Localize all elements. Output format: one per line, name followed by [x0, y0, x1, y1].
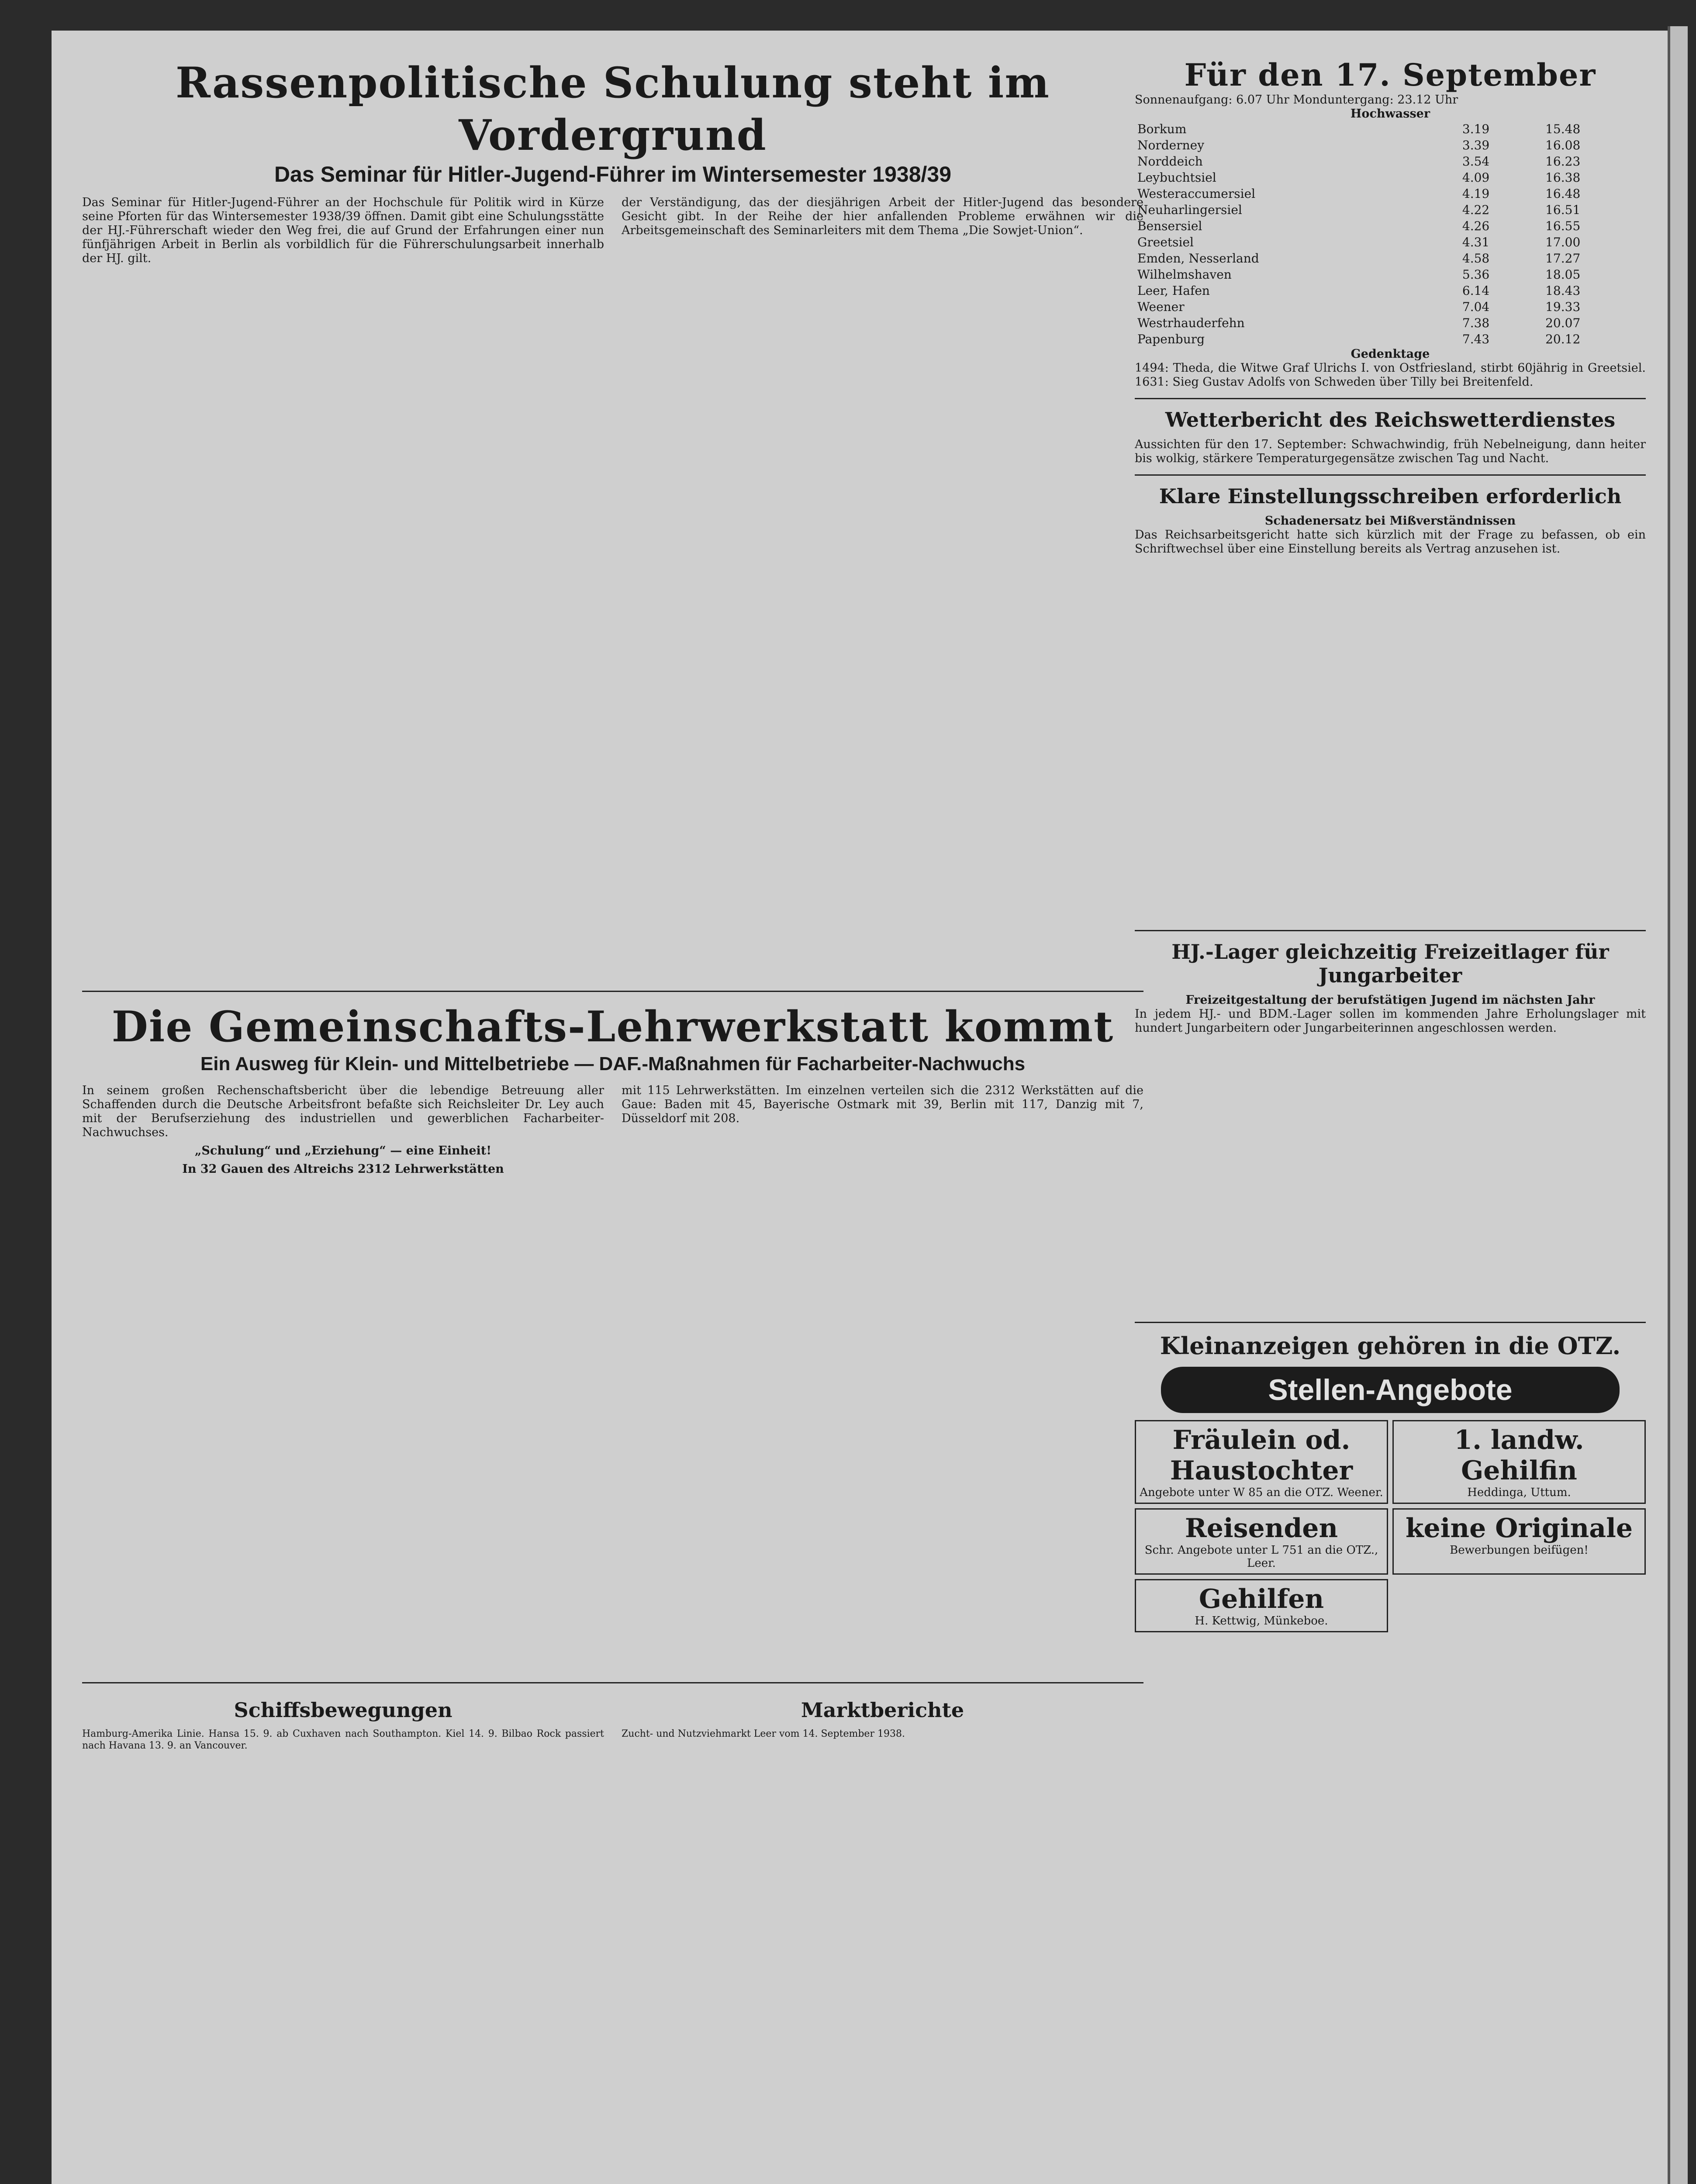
shipping-text: Hamburg-Amerika Linie. Hansa 15. 9. ab Cuxhaven nach Southampton. Kiel 14. 9. Bilbao Rock passiert nach Havana 13. 9. an Vancouver. [82, 1728, 604, 1751]
tide-row [1135, 137, 1646, 153]
tide-time: 6.14 [1462, 283, 1490, 298]
sun-times: Sonnenaufgang: 6.07 Uhr Monduntergang: 23.12 Uhr [1135, 93, 1458, 107]
tide-time: 7.38 [1462, 316, 1490, 330]
tide-time: 16.38 [1545, 170, 1581, 185]
divider [1135, 398, 1646, 399]
tide-time: 18.43 [1545, 283, 1581, 298]
tide-time: 7.43 [1462, 332, 1490, 346]
classified-ad-headline: Gehilfen [1199, 1584, 1324, 1614]
tide-row [1135, 218, 1646, 234]
tides-title: Hochwasser [1350, 107, 1430, 121]
divider [1135, 930, 1646, 931]
tide-location: Leer, Hafen [1137, 283, 1210, 298]
tides-table [1135, 121, 1646, 347]
tide-time: 16.51 [1545, 203, 1581, 217]
classified-ad [1392, 1508, 1646, 1575]
tide-time: 4.31 [1462, 235, 1490, 249]
tide-time: 20.12 [1545, 332, 1581, 346]
tide-location: Norderney [1137, 138, 1205, 152]
tide-location: Papenburg [1137, 332, 1205, 346]
bottom-section [82, 1692, 1143, 2129]
tide-location: Borkum [1137, 122, 1187, 136]
classified-ad [1135, 1420, 1388, 1504]
tide-location: Leybuchtsiel [1137, 170, 1216, 185]
article4-text: In jedem HJ.- und BDM.-Lager sollen im kommenden Jahre Erholungslager mit hundert Jungarbeitern oder Jungarbeiterinnen angeschlossen werden. [1135, 1007, 1646, 1035]
left-column [82, 57, 1143, 2129]
main-article-col1: Das Seminar für Hitler-Jugend-Führer an der Hochschule für Politik wird in Kürze seine Pforten für das Wintersemester 1938/39 öffnen. Damit gibt eine Schulungsstätte der HJ.-Führerschaft wieder den Weg frei, die auf Grund der Erfahrungen einer nun fünfjährigen Arbeit in Berlin als vorbildlich für die Führerschulungsarbeit innerhalb der HJ. gilt. [82, 196, 604, 265]
memorial-text: 1494: Theda, die Witwe Graf Ulrichs I. von Ostfriesland, stirbt 60jährig in Greetsiel. 1631: Sieg Gustav Adolfs von Schweden über Tilly bei Breitenfeld. [1135, 361, 1646, 389]
article3-text: Das Reichsarbeitsgericht hatte sich kürzlich mit der Frage zu befassen, ob ein Schriftwechsel über eine Einstellung bereits als Vertrag anzusehen ist. [1135, 528, 1646, 556]
tide-row [1135, 331, 1646, 347]
classified-ad [1392, 1420, 1646, 1504]
tide-time: 16.55 [1545, 219, 1581, 233]
tide-row [1135, 283, 1646, 299]
tide-row [1135, 266, 1646, 283]
tide-time: 5.36 [1462, 267, 1490, 282]
date-title: Für den 17. September [1184, 57, 1596, 93]
main-subheadline: Das Seminar für Hitler-Jugend-Führer im Wintersemester 1938/39 [274, 162, 952, 187]
divider [1135, 1322, 1646, 1323]
classified-ad-headline: Fräulein od. Haustochter [1170, 1425, 1353, 1486]
tide-time: 4.22 [1462, 203, 1490, 217]
market-title: Marktberichte [801, 1698, 964, 1722]
second-article-subhead1: „Schulung“ und „Erziehung“ — eine Einheit! [194, 1144, 492, 1158]
second-article-col2: mit 115 Lehrwerkstätten. Im einzelnen verteilen sich die 2312 Werkstätten auf die Gaue: Baden mit 45, Bayerische Ostmark mit 39, Berlin mit 117, Danzig mit 7, Düsseldorf mit 208. [622, 1084, 1143, 1125]
right-column [1135, 57, 1646, 1632]
classified-ad-headline: keine Originale [1405, 1513, 1633, 1544]
tide-time: 20.07 [1545, 316, 1581, 330]
tide-location: Bensersiel [1137, 219, 1202, 233]
classified-ad-headline: 1. landw. Gehilfin [1454, 1425, 1584, 1486]
tide-row [1135, 169, 1646, 186]
second-subheadline: Ein Ausweg für Klein- und Mittelbetriebe — DAF.-Maßnahmen für Facharbeiter-Nachwuchs [200, 1053, 1026, 1075]
main-article-body [82, 196, 1143, 982]
tide-location: Westeraccumersiel [1137, 187, 1256, 201]
divider [82, 991, 1143, 992]
tide-time: 7.04 [1462, 300, 1490, 314]
tide-row [1135, 153, 1646, 169]
tide-location: Greetsiel [1137, 235, 1194, 249]
tide-time: 4.58 [1462, 251, 1490, 266]
tide-time: 4.19 [1462, 187, 1490, 201]
second-article-subhead2: In 32 Gauen des Altreichs 2312 Lehrwerkstätten [182, 1162, 504, 1176]
tide-time: 4.26 [1462, 219, 1490, 233]
tide-time: 4.09 [1462, 170, 1490, 185]
divider [1135, 474, 1646, 476]
newspaper-page [52, 31, 1668, 2184]
tide-row [1135, 234, 1646, 250]
tide-row [1135, 121, 1646, 137]
tide-row [1135, 299, 1646, 315]
tide-location: Norddeich [1137, 154, 1203, 169]
classified-ad-text: Angebote unter W 85 an die OTZ. Weener. [1140, 1486, 1383, 1499]
page-edge [1668, 26, 1688, 2184]
main-article-col2: der Verständigung, das der diesjährigen Arbeit der Hitler-Jugend das besondere Gesicht gibt. In der Reihe der hier anfallenden Probleme erwähnen wir die Arbeitsgemeinschaft des Seminarleiters mit dem Thema „Die Sowjet-Union“. [622, 196, 1143, 237]
weather-title: Wetterbericht des Reichswetterdienstes [1165, 408, 1616, 432]
second-article-col1: In seinem großen Rechenschaftsbericht über die lebendige Betreuung aller Schaffenden durch die Deutsche Arbeitsfront befaßte sich Reichsleiter Dr. Ley auch mit der Berufserziehung des industriellen und gewerblichen Facharbeiter-Nachwuchses. [82, 1084, 604, 1139]
market-text: Zucht- und Nutzviehmarkt Leer vom 14. September 1938. [622, 1728, 905, 1739]
tide-time: 17.27 [1545, 251, 1581, 266]
tide-location: Neuharlingersiel [1137, 203, 1242, 217]
classified-title: Kleinanzeigen gehören in die OTZ. [1160, 1332, 1621, 1360]
classified-ad-text: Schr. Angebote unter L 751 an die OTZ., Leer. [1144, 1544, 1378, 1570]
second-article-body [82, 1084, 1143, 1673]
tide-time: 19.33 [1545, 300, 1581, 314]
tide-time: 3.54 [1462, 154, 1490, 169]
memorial-title: Gedenktage [1351, 347, 1430, 361]
tide-row [1135, 250, 1646, 266]
main-headline: Rassenpolitische Schulung steht im Vordergrund [176, 58, 1050, 160]
article3-title: Klare Einstellungsschreiben erforderlich [1159, 484, 1622, 508]
weather-text: Aussichten für den 17. September: Schwachwindig, früh Nebelneigung, dann heiter bis wolkig, stärkere Temperaturgegensätze zwischen Tag und Nacht. [1135, 438, 1646, 465]
tide-row [1135, 186, 1646, 202]
tide-time: 15.48 [1545, 122, 1581, 136]
stellen-angebote-banner: Stellen-Angebote [1161, 1367, 1620, 1413]
tide-location: Westrhauderfehn [1137, 316, 1245, 330]
tide-time: 16.08 [1545, 138, 1581, 152]
tide-row [1135, 202, 1646, 218]
ads-grid [1135, 1420, 1646, 1632]
tide-location: Weener [1137, 300, 1185, 314]
tide-time: 16.23 [1545, 154, 1581, 169]
classified-ad-text: Bewerbungen beifügen! [1450, 1544, 1589, 1557]
tide-location: Emden, Nesserland [1137, 251, 1259, 266]
classified-ad [1135, 1508, 1388, 1575]
classified-ad [1135, 1579, 1388, 1632]
tide-time: 3.19 [1462, 122, 1490, 136]
shipping-title: Schiffsbewegungen [234, 1698, 452, 1722]
classified-ad-text: H. Kettwig, Münkeboe. [1195, 1614, 1328, 1628]
second-headline: Die Gemeinschafts-Lehrwerkstatt kommt [111, 1002, 1114, 1051]
article3-subtitle: Schadenersatz bei Mißverständnissen [1264, 514, 1516, 528]
tide-time: 17.00 [1545, 235, 1581, 249]
classified-ad-text: Heddinga, Uttum. [1467, 1486, 1571, 1499]
article4-subtitle: Freizeitgestaltung der berufstätigen Jugend im nächsten Jahr [1185, 993, 1595, 1007]
tide-location: Wilhelmshaven [1137, 267, 1232, 282]
tide-row [1135, 315, 1646, 331]
tide-time: 3.39 [1462, 138, 1490, 152]
divider [82, 1682, 1143, 1683]
classified-ad-headline: Reisenden [1185, 1513, 1338, 1544]
tide-time: 16.48 [1545, 187, 1581, 201]
tide-time: 18.05 [1545, 267, 1581, 282]
article4-title: HJ.-Lager gleichzeitig Freizeitlager für Jungarbeiter [1171, 940, 1609, 987]
